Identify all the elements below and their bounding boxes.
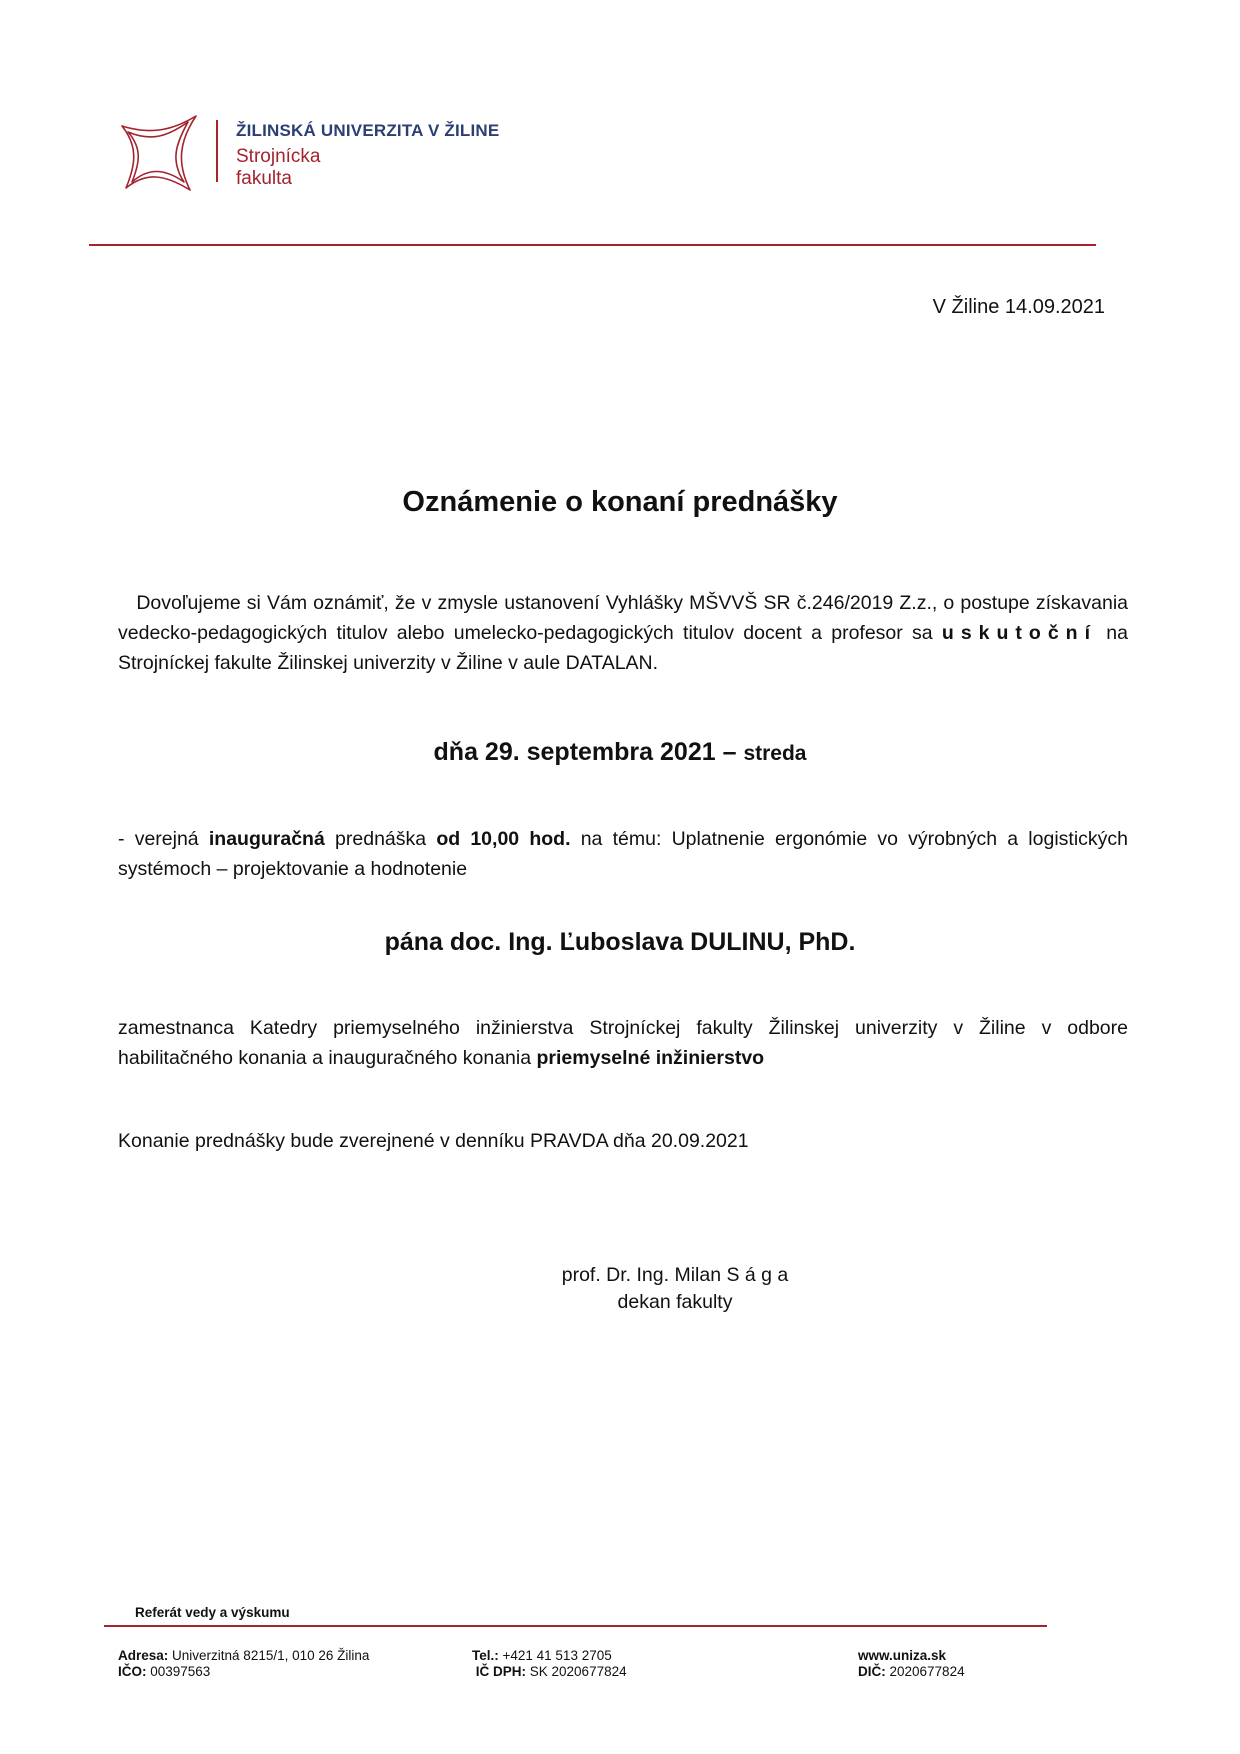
intro-text: Dovoľujeme si Vám oznámiť, že v zmysle ustanovení Vyhlášky MŠVVŠ SR č.246/2019 Z.z., o postupe získavania vedecko-pedagogických titulov alebo umelecko-pedagogických titulov docent a profesor sa <box>118 592 1128 644</box>
event-weekday: streda <box>743 742 807 765</box>
faculty-name <box>236 146 320 190</box>
event-date-main: dňa 29. septembra 2021 – <box>433 738 737 766</box>
employee-paragraph <box>118 1013 1128 1073</box>
document-title: Oznámenie o konaní prednášky <box>402 486 838 518</box>
intro-paragraph <box>118 588 1128 648</box>
lecture-time: od 10,00 hod. <box>436 828 571 850</box>
intro-paragraph-last-line: Strojníckej fakulte Žilinskej univerzity v Žiline v aule DATALAN. <box>118 652 659 674</box>
footer-address-block <box>118 1648 369 1680</box>
header-rule <box>89 244 1096 246</box>
lecture-mid: prednáška <box>324 828 437 850</box>
candidate-name: pána doc. Ing. Ľuboslava DULINU, PhD. <box>384 928 856 956</box>
event-date <box>0 738 1240 767</box>
intro-text-end: na <box>1097 622 1128 644</box>
ico-label: IČO: <box>118 1664 147 1679</box>
university-logo-icon <box>118 112 200 194</box>
dph-value: SK 2020677824 <box>526 1664 627 1679</box>
lecture-prefix: - verejná <box>118 828 209 850</box>
logo-separator <box>216 120 218 182</box>
employee-text: zamestnanca Katedry priemyselného inžinierstva Strojníckej fakulty Žilinskej univerzity v Žiline v odbore habilitačného konania a inauguračného konania <box>118 1017 1128 1069</box>
signatory-name: prof. Dr. Ing. Milan S á g a <box>561 1264 789 1286</box>
website-link: www.uniza.sk <box>858 1648 947 1663</box>
footer-contact-block <box>472 1648 627 1680</box>
faculty-name-line1: Strojnícka <box>236 146 321 167</box>
tel-label: Tel.: <box>472 1648 499 1663</box>
address-label: Adresa: <box>118 1648 169 1663</box>
lecture-type: inauguračná <box>208 828 325 850</box>
lecture-paragraph <box>118 824 1128 884</box>
footer-web-block <box>858 1648 965 1680</box>
footer-department: Referát vedy a výskumu <box>135 1605 290 1620</box>
place-date: V Žiline 14.09.2021 <box>932 296 1105 318</box>
footer-rule <box>104 1625 1047 1627</box>
tel-value: +421 41 513 2705 <box>498 1648 612 1663</box>
address-value: Univerzitná 8215/1, 010 26 Žilina <box>168 1648 370 1663</box>
signatory-role: dekan fakulty <box>617 1291 733 1313</box>
faculty-name-line2: fakulta <box>236 168 292 189</box>
dic-value: 2020677824 <box>885 1664 965 1679</box>
signature-block <box>510 1262 840 1316</box>
intro-emphasis: uskutoční <box>941 622 1098 644</box>
dph-label: IČ DPH: <box>475 1664 527 1679</box>
university-name: ŽILINSKÁ UNIVERZITA V ŽILINE <box>236 121 500 140</box>
ico-value: 00397563 <box>146 1664 211 1679</box>
lecture-topic: na tému: Uplatnenie ergonómie vo výrobných a logistických systémoch – projektovanie a hodnotenie <box>118 828 1128 880</box>
publication-note: Konanie prednášky bude zverejnené v denníku PRAVDA dňa 20.09.2021 <box>118 1130 749 1152</box>
dic-label: DIČ: <box>858 1664 886 1679</box>
field-of-study: priemyselné inžinierstvo <box>536 1047 765 1069</box>
